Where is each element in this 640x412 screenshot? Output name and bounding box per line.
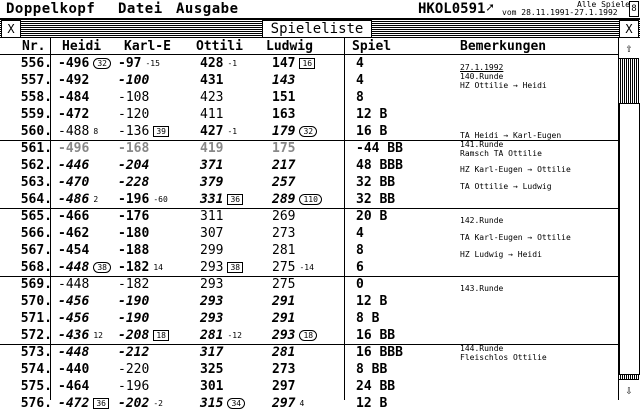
score-karl-e: -108 bbox=[118, 90, 150, 105]
score-karl-e: -176 bbox=[118, 209, 150, 224]
score-heidi: -448 bbox=[58, 345, 90, 360]
spiel-value: -44 BB bbox=[356, 141, 403, 156]
row-number: 565. bbox=[20, 209, 52, 224]
table-row[interactable] bbox=[0, 310, 618, 327]
score-heidi: -464 bbox=[58, 379, 90, 394]
col-bemerkungen: Bemerkungen bbox=[460, 39, 547, 54]
score-karl-e: -188 bbox=[118, 243, 150, 258]
spiel-value: 4 bbox=[356, 226, 364, 241]
score-heidi: -466 bbox=[58, 209, 90, 224]
score-ludwig: 297 bbox=[272, 379, 296, 394]
spieleliste-table bbox=[0, 38, 618, 411]
score-ottili: 315 34 bbox=[200, 395, 262, 412]
row-number: 566. bbox=[20, 226, 52, 241]
table-row[interactable] bbox=[0, 123, 618, 140]
col-nr: Nr. bbox=[22, 39, 46, 54]
score-karl-e: -190 bbox=[118, 294, 150, 309]
table-row[interactable] bbox=[0, 157, 618, 174]
spiel-value: 8 bbox=[356, 90, 364, 105]
score-heidi: -484 bbox=[58, 90, 90, 105]
score-heidi: -446 bbox=[58, 158, 90, 173]
col-karl-e: Karl-E bbox=[124, 39, 171, 54]
score-ottili: 311 bbox=[200, 209, 224, 224]
bemerkung: TA Karl-Eugen → Ottilie bbox=[460, 233, 571, 242]
score-ottili: 301 bbox=[200, 379, 224, 394]
score-ludwig: 293 18 bbox=[272, 327, 342, 344]
bemerkung: 27.1.1992 bbox=[460, 63, 504, 72]
row-number: 570. bbox=[20, 294, 52, 309]
score-ottili: 427 -1 bbox=[200, 124, 238, 139]
score-heidi: -454 bbox=[58, 243, 90, 258]
score-heidi: -486 2 bbox=[58, 192, 99, 207]
score-ottili: 325 bbox=[200, 362, 224, 377]
spiel-value: 12 B bbox=[356, 107, 388, 122]
bemerkung: TA Ottilie → Ludwig bbox=[460, 182, 552, 191]
score-ottili: 281 -12 bbox=[200, 328, 242, 343]
score-heidi: -496 bbox=[58, 141, 90, 156]
score-ottili: 431 bbox=[200, 73, 224, 88]
table-row[interactable] bbox=[0, 327, 618, 344]
score-ottili: 419 bbox=[200, 141, 224, 156]
score-karl-e: -204 bbox=[118, 158, 150, 173]
table-row[interactable] bbox=[0, 55, 618, 72]
scroll-up-icon[interactable]: ⇧ bbox=[619, 38, 639, 59]
row-number: 574. bbox=[20, 362, 52, 377]
spiel-value: 16 BBB bbox=[356, 345, 403, 360]
score-karl-e: -208 18 bbox=[118, 327, 198, 344]
score-ottili: 371 bbox=[200, 158, 224, 173]
scroll-track[interactable] bbox=[619, 59, 639, 379]
col-ludwig: Ludwig bbox=[266, 39, 313, 54]
score-karl-e: -182 14 bbox=[118, 260, 163, 275]
row-number: 573. bbox=[20, 345, 52, 360]
row-number: 556. bbox=[20, 56, 52, 71]
row-number: 567. bbox=[20, 243, 52, 258]
table-row[interactable] bbox=[0, 395, 618, 412]
bemerkung: TA Heidi → Karl-Eugen bbox=[460, 131, 562, 140]
score-karl-e: -100 bbox=[118, 73, 150, 88]
score-ottili: 331 36 bbox=[200, 191, 262, 208]
spiel-value: 12 B bbox=[356, 294, 388, 309]
score-karl-e: -220 bbox=[118, 362, 150, 377]
menu-bar bbox=[0, 0, 640, 19]
spiel-value: 6 bbox=[356, 260, 364, 275]
score-heidi: -456 bbox=[58, 311, 90, 326]
score-karl-e: -97 -15 bbox=[118, 56, 160, 71]
score-ottili: 307 bbox=[200, 226, 224, 241]
row-number: 569. bbox=[20, 277, 52, 292]
score-karl-e: -228 bbox=[118, 175, 150, 190]
bemerkung: 143.Runde bbox=[460, 284, 504, 293]
score-heidi: -472 36 bbox=[58, 395, 128, 412]
score-heidi: -492 bbox=[58, 73, 90, 88]
score-ludwig: 143 bbox=[272, 73, 296, 88]
row-number: 557. bbox=[20, 73, 52, 88]
score-heidi: -448 bbox=[58, 277, 90, 292]
score-karl-e: -212 bbox=[118, 345, 150, 360]
score-ottili: 293 bbox=[200, 311, 224, 326]
row-number: 559. bbox=[20, 107, 52, 122]
row-number: 563. bbox=[20, 175, 52, 190]
score-ottili: 379 bbox=[200, 175, 224, 190]
score-karl-e: -168 bbox=[118, 141, 150, 156]
spiel-value: 8 bbox=[356, 243, 364, 258]
close-icon[interactable]: X bbox=[1, 20, 21, 38]
score-ludwig: 163 bbox=[272, 107, 296, 122]
range-dates: vom 28.11.1991-27.1.1992 bbox=[502, 8, 618, 17]
score-ludwig: 217 bbox=[272, 158, 296, 173]
score-ludwig: 281 bbox=[272, 243, 296, 258]
score-heidi: -496 32 bbox=[58, 55, 128, 72]
col-spiel: Spiel bbox=[352, 39, 392, 54]
table-row[interactable] bbox=[0, 174, 618, 191]
score-ludwig: 291 bbox=[272, 294, 296, 309]
score-ludwig: 273 bbox=[272, 362, 296, 377]
spiel-value: 12 B bbox=[356, 396, 388, 411]
spiel-value: 32 BB bbox=[356, 192, 396, 207]
menu-datei[interactable]: Datei bbox=[118, 1, 163, 17]
window-title: Spieleliste bbox=[262, 20, 372, 38]
score-ottili: 423 bbox=[200, 90, 224, 105]
table-row[interactable] bbox=[0, 378, 618, 395]
score-ludwig: 151 bbox=[272, 90, 296, 105]
fullscreen-icon[interactable]: X bbox=[619, 20, 639, 38]
score-ottili: 293 bbox=[200, 294, 224, 309]
score-ludwig: 291 bbox=[272, 311, 296, 326]
score-ottili: 293 38 bbox=[200, 259, 262, 276]
vertical-scrollbar[interactable] bbox=[618, 38, 640, 400]
spiel-value: 8 BB bbox=[356, 362, 388, 377]
score-karl-e: -190 bbox=[118, 311, 150, 326]
bemerkung: 140.Runde HZ Ottilie → Heidi bbox=[460, 72, 547, 90]
score-heidi: -462 bbox=[58, 226, 90, 241]
row-number: 560. bbox=[20, 124, 52, 139]
score-karl-e: -180 bbox=[118, 226, 150, 241]
score-ludwig: 269 bbox=[272, 209, 296, 224]
score-ludwig: 275 bbox=[272, 277, 296, 292]
spiel-value: 4 bbox=[356, 56, 364, 71]
spiel-value: 0 bbox=[356, 277, 364, 292]
spiel-value: 4 bbox=[356, 73, 364, 88]
row-number: 564. bbox=[20, 192, 52, 207]
score-karl-e: -196 bbox=[118, 379, 150, 394]
table-row[interactable] bbox=[0, 293, 618, 310]
arrow-cursor-icon: ➚ bbox=[486, 1, 494, 16]
score-ludwig: 257 bbox=[272, 175, 296, 190]
score-karl-e: -120 bbox=[118, 107, 150, 122]
score-heidi: -470 bbox=[58, 175, 90, 190]
bemerkung: 141.Runde Ramsch TA Ottilie bbox=[460, 140, 542, 158]
table-row[interactable] bbox=[0, 191, 618, 208]
score-heidi: -440 bbox=[58, 362, 90, 377]
score-ottili: 299 bbox=[200, 243, 224, 258]
table-row[interactable] bbox=[0, 276, 618, 293]
table-header bbox=[0, 38, 618, 55]
row-number: 572. bbox=[20, 328, 52, 343]
scroll-thumb[interactable] bbox=[619, 103, 640, 375]
score-karl-e: -202 -2 bbox=[118, 396, 163, 411]
score-ludwig: 289 110 bbox=[272, 191, 342, 208]
menu-doppelkopf[interactable]: Doppelkopf bbox=[6, 1, 96, 17]
score-karl-e: -136 39 bbox=[118, 123, 198, 140]
score-heidi: -488 8 bbox=[58, 124, 99, 139]
score-ludwig: 175 bbox=[272, 141, 296, 156]
row-number: 568. bbox=[20, 260, 52, 275]
score-ludwig: 275 -14 bbox=[272, 260, 314, 275]
table-row[interactable] bbox=[0, 344, 618, 361]
spiel-value: 20 B bbox=[356, 209, 388, 224]
bemerkung: 142.Runde bbox=[460, 216, 504, 225]
row-number: 571. bbox=[20, 311, 52, 326]
score-ludwig: 179 32 bbox=[272, 123, 342, 140]
row-number: 575. bbox=[20, 379, 52, 394]
score-ottili: 317 bbox=[200, 345, 224, 360]
table-row[interactable] bbox=[0, 72, 618, 89]
table-row[interactable] bbox=[0, 242, 618, 259]
table-row[interactable] bbox=[0, 361, 618, 378]
row-number: 562. bbox=[20, 158, 52, 173]
menu-right-icon[interactable]: 8 bbox=[629, 1, 639, 17]
score-ottili: 428 -1 bbox=[200, 56, 238, 71]
spiel-value: 16 BB bbox=[356, 328, 396, 343]
score-karl-e: -182 bbox=[118, 277, 150, 292]
window-titlebar[interactable] bbox=[0, 19, 640, 38]
score-ludwig: 281 bbox=[272, 345, 296, 360]
col-heidi: Heidi bbox=[62, 39, 102, 54]
range-label: Alle Spiele bbox=[577, 0, 630, 9]
scroll-down-icon[interactable]: ⇩ bbox=[619, 379, 639, 400]
score-heidi: -472 bbox=[58, 107, 90, 122]
row-number: 576. bbox=[20, 396, 52, 411]
spiel-value: 48 BBB bbox=[356, 158, 403, 173]
table-row[interactable] bbox=[0, 225, 618, 242]
col-ottili: Ottili bbox=[196, 39, 243, 54]
spiel-value: 32 BB bbox=[356, 175, 396, 190]
bemerkung: HZ Ludwig → Heidi bbox=[460, 250, 542, 259]
table-row[interactable] bbox=[0, 140, 618, 157]
app-brand: HKOL0591 bbox=[418, 1, 486, 17]
table-row[interactable] bbox=[0, 259, 618, 276]
menu-ausgabe[interactable]: Ausgabe bbox=[176, 1, 239, 17]
row-number: 561. bbox=[20, 141, 52, 156]
row-number: 558. bbox=[20, 90, 52, 105]
bemerkung: HZ Karl-Eugen → Ottilie bbox=[460, 165, 571, 174]
score-heidi: -436 12 bbox=[58, 328, 103, 343]
score-ludwig: 273 bbox=[272, 226, 296, 241]
score-ottili: 293 bbox=[200, 277, 224, 292]
table-row[interactable] bbox=[0, 208, 618, 225]
spiel-value: 24 BB bbox=[356, 379, 396, 394]
score-karl-e: -196 -60 bbox=[118, 192, 168, 207]
score-ludwig: 147 16 bbox=[272, 55, 342, 72]
score-heidi: -456 bbox=[58, 294, 90, 309]
score-ottili: 411 bbox=[200, 107, 224, 122]
bemerkung: 144.Runde Fleischlos Ottilie bbox=[460, 344, 547, 362]
table-row[interactable] bbox=[0, 89, 618, 106]
score-ludwig: 297 4 bbox=[272, 396, 305, 411]
spiel-value: 16 B bbox=[356, 124, 388, 139]
table-row[interactable] bbox=[0, 106, 618, 123]
spiel-value: 8 B bbox=[356, 311, 380, 326]
score-heidi: -448 38 bbox=[58, 259, 128, 276]
